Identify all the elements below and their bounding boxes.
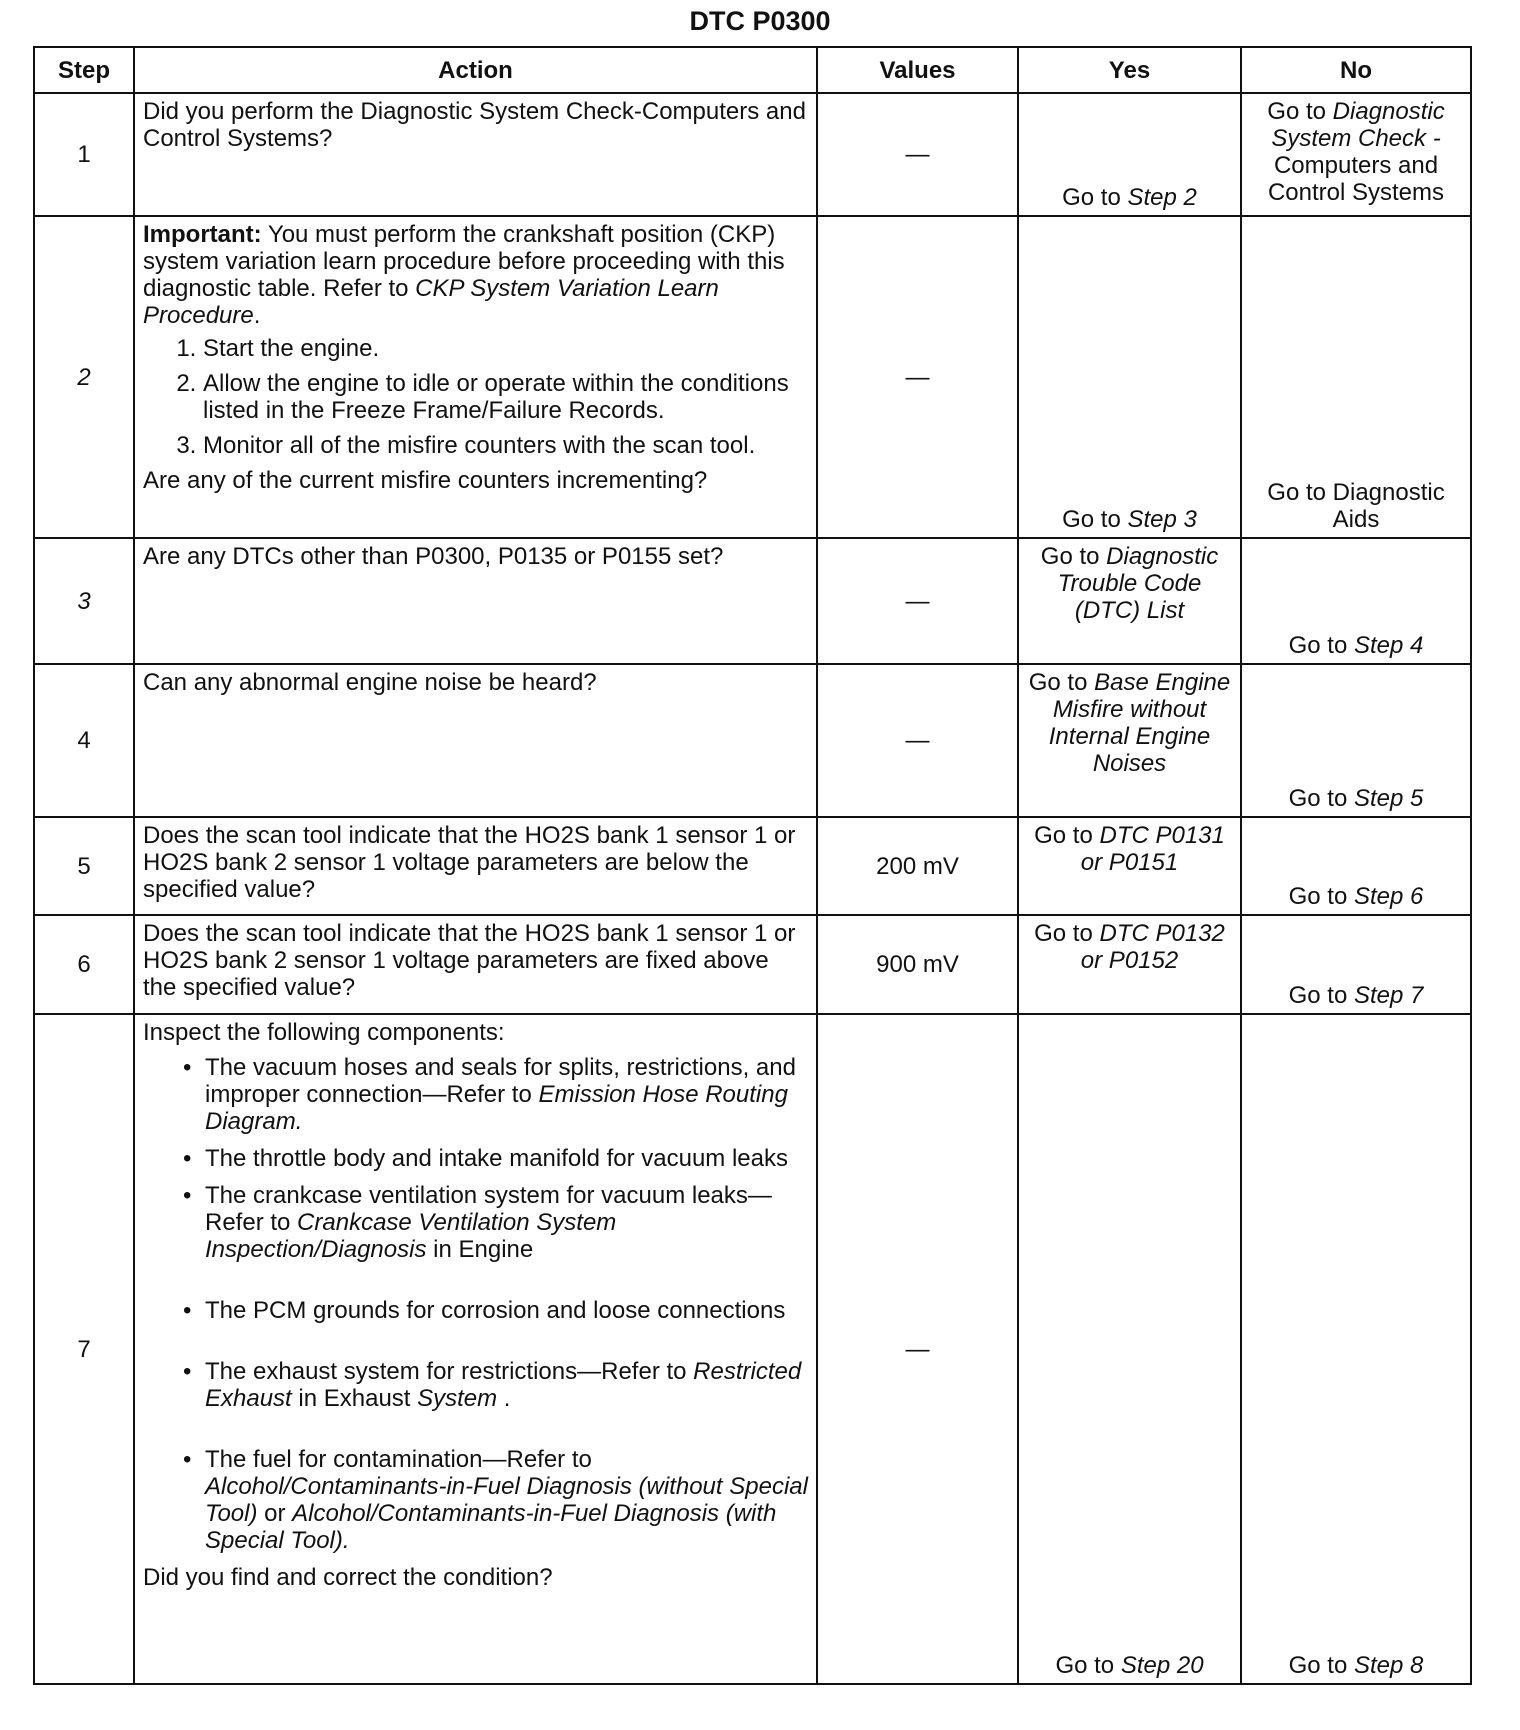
table-row	[34, 915, 1471, 1014]
procedure-link[interactable]: DTC P0132 or P0152	[1080, 920, 1225, 974]
step-link[interactable]: Step 6	[1353, 883, 1424, 910]
diagnostic-table	[33, 46, 1472, 1685]
step-link[interactable]: Step 3	[1127, 506, 1197, 533]
table-row	[34, 216, 1471, 538]
procedure-link[interactable]: Go to Diagnostic Aids	[1267, 479, 1445, 533]
list-item: • The PCM grounds for corrosion and loose connections	[205, 1297, 808, 1324]
table-row	[34, 538, 1471, 664]
step-link[interactable]: Step 2	[1127, 184, 1197, 211]
question-text: Are any of the current misfire counters incrementing?	[143, 467, 708, 494]
header-action: Action	[134, 47, 817, 93]
inspection-list	[143, 1054, 808, 1554]
step-number: 4	[34, 664, 134, 817]
no-cell	[1241, 216, 1471, 538]
step-number: 6	[34, 915, 134, 1014]
yes-cell: Go to DTC P0131 or P0151	[1018, 817, 1241, 915]
yes-cell: Go to Step 3	[1018, 216, 1241, 538]
no-cell: Go to Diagnostic System Check - Computers and Control Systems	[1241, 93, 1471, 216]
list-item: • The crankcase ventilation system for vacuum leaks—Refer to Crankcase Ventilation System Inspection/Diagnosis in Engine	[205, 1182, 808, 1263]
value-cell: —	[817, 216, 1018, 538]
header-no: No	[1241, 47, 1471, 93]
action-cell: Does the scan tool indicate that the HO2S bank 1 sensor 1 or HO2S bank 2 sensor 1 voltage parameters are below the specified value?	[134, 817, 817, 915]
procedure-link[interactable]: Alcohol/Contaminants-in-Fuel Diagnosis (with Special Tool).	[205, 1500, 777, 1554]
yes-cell: Go to DTC P0132 or P0152	[1018, 915, 1241, 1014]
step-link[interactable]: Step 4	[1353, 632, 1424, 659]
procedure-link[interactable]: Diagnostic Trouble Code (DTC) List	[1057, 543, 1219, 624]
step-link[interactable]: Step 20	[1120, 1652, 1204, 1679]
table-row	[34, 664, 1471, 817]
table-header-row	[34, 47, 1471, 93]
page-title: DTC P0300	[689, 6, 831, 36]
action-cell: Did you perform the Diagnostic System Check-Computers and Control Systems?	[134, 93, 817, 216]
list-item: • The fuel for contamination—Refer to Alcohol/Contaminants-in-Fuel Diagnosis (without Special Tool) or Alcohol/Contaminants-in-Fuel Diagnosis (with Special Tool).	[205, 1446, 808, 1554]
procedure-link[interactable]: Emission Hose Routing Diagram.	[205, 1081, 788, 1135]
table-row	[34, 93, 1471, 216]
procedure-link[interactable]: Base Engine Misfire without Internal Engine Noises	[1048, 669, 1231, 777]
step-number: 2	[34, 216, 134, 538]
value-cell: —	[817, 1014, 1018, 1684]
value-cell: —	[817, 538, 1018, 664]
step-link[interactable]: Step 5	[1353, 785, 1424, 812]
table-row	[34, 1014, 1471, 1684]
list-item: • The exhaust system for restrictions—Refer to Restricted Exhaust in Exhaust System .	[205, 1358, 808, 1412]
procedure-link[interactable]: DTC P0131 or P0151	[1080, 822, 1225, 876]
intro-text: Inspect the following components:	[143, 1019, 505, 1046]
value-cell: 900 mV	[817, 915, 1018, 1014]
header-yes: Yes	[1018, 47, 1241, 93]
action-cell: Can any abnormal engine noise be heard?	[134, 664, 817, 817]
step-number: 5	[34, 817, 134, 915]
action-cell	[134, 1014, 817, 1684]
yes-cell: Go to Diagnostic Trouble Code (DTC) List	[1018, 538, 1241, 664]
action-cell: Does the scan tool indicate that the HO2S bank 1 sensor 1 or HO2S bank 2 sensor 1 voltage parameters are fixed above the specified value?	[134, 915, 817, 1014]
table-row	[34, 817, 1471, 915]
action-cell: Important: You must perform the crankshaft position (CKP) system variation learn procedure before proceeding with this diagnostic table. Refer to CKP System Variation Learn Procedure. 1. Start the engine. 2. Allow the engine to idle or operate within the conditions listed in the Freeze Frame/Failure Records. 3. Monitor all of the misfire counters with the scan tool. Are any of the current misfire counters incrementing?	[134, 216, 817, 538]
step-link[interactable]: Step 7	[1353, 982, 1424, 1009]
header-step: Step	[34, 47, 134, 93]
yes-cell: Go to Base Engine Misfire without Internal Engine Noises	[1018, 664, 1241, 817]
procedure-list	[143, 335, 808, 459]
yes-cell: Go to Step 20	[1018, 1014, 1241, 1684]
list-item: • The throttle body and intake manifold for vacuum leaks	[205, 1145, 808, 1172]
no-cell: Go to Step 5	[1241, 664, 1471, 817]
no-cell: Go to Step 6	[1241, 817, 1471, 915]
step-link[interactable]: Step 8	[1353, 1652, 1424, 1679]
procedure-link[interactable]: CKP System Variation Learn Procedure	[143, 275, 719, 329]
list-item: 2. Allow the engine to idle or operate within the conditions listed in the Freeze Frame/Failure Records.	[203, 370, 808, 424]
yes-cell: Go to Step 2	[1018, 93, 1241, 216]
no-cell: Go to Step 8	[1241, 1014, 1471, 1684]
no-cell: Go to Step 4	[1241, 538, 1471, 664]
list-item: • The vacuum hoses and seals for splits, restrictions, and improper connection—Refer to Emission Hose Routing Diagram.	[205, 1054, 808, 1135]
procedure-link[interactable]: Restricted Exhaust	[205, 1358, 802, 1412]
value-cell: —	[817, 93, 1018, 216]
question-text: Did you find and correct the condition?	[143, 1564, 553, 1591]
procedure-link[interactable]: Crankcase Ventilation System Inspection/Diagnosis	[205, 1209, 617, 1263]
action-cell: Are any DTCs other than P0300, P0135 or P0155 set?	[134, 538, 817, 664]
value-cell: 200 mV	[817, 817, 1018, 915]
list-item: 3. Monitor all of the misfire counters with the scan tool.	[203, 432, 808, 459]
value-cell: —	[817, 664, 1018, 817]
header-values: Values	[817, 47, 1018, 93]
procedure-link[interactable]: Alcohol/Contaminants-in-Fuel Diagnosis (without Special Tool)	[205, 1473, 808, 1527]
list-item: 1. Start the engine.	[203, 335, 808, 362]
step-number: 1	[34, 93, 134, 216]
no-cell: Go to Step 7	[1241, 915, 1471, 1014]
procedure-link[interactable]: Diagnostic System Check -	[1271, 98, 1445, 152]
step-number: 3	[34, 538, 134, 664]
step-number: 7	[34, 1014, 134, 1684]
